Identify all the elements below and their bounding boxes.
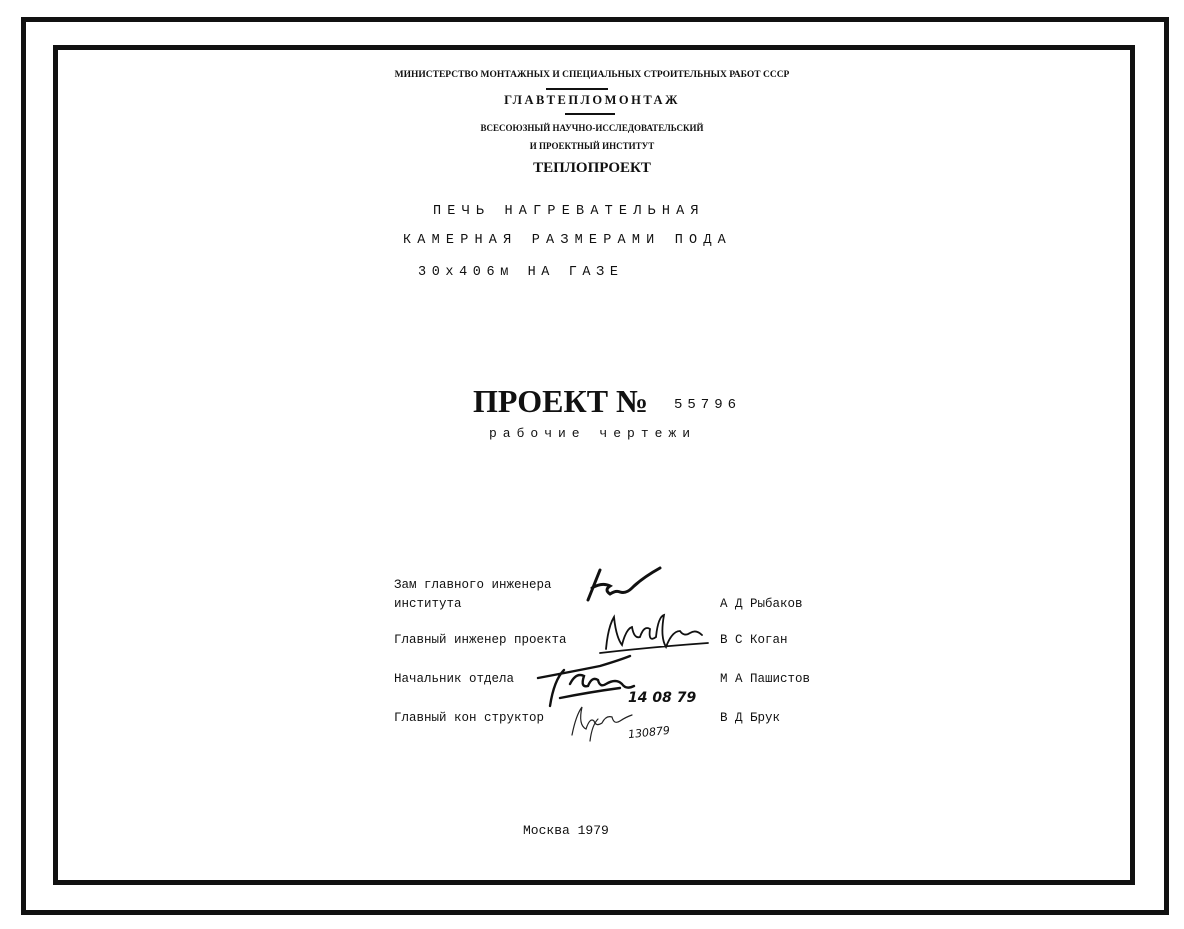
role-chief-project-engineer: Главный инженер проекта [394,633,567,647]
institute-line-2: И ПРОЕКТНЫЙ ИНСТИТУТ [529,141,655,151]
name-kogan: В С Коган [720,633,788,647]
name-bruk: В Д Брук [720,711,781,725]
ministry-name: МИНИСТЕРСТВО МОНТАЖНЫХ И СПЕЦИАЛЬНЫХ СТРОИТЕЛЬНЫХ РАБОТ СССР [394,70,790,80]
header-rule-top [546,88,608,90]
name-rybakov: А Д Рыбаков [720,597,803,611]
document-title-line-3: 30х406м НА ГАЗЕ [418,265,624,280]
project-number: 55796 [674,397,742,413]
date-pashistov: 14 08 79 [628,690,697,706]
project-subtitle: рабочие чертежи [489,426,697,441]
signature-rybakov [580,560,670,610]
glavk-name: ГЛАВТЕПЛОМОНТАЖ [504,93,680,107]
institute-name: ТЕПЛОПРОЕКТ [533,160,651,176]
name-pashistov: М А Пашистов [720,672,811,686]
role-deputy-chief-engineer: Зам главного инженера [394,578,552,592]
role-chief-designer: Главный кон структор [394,711,545,725]
city-year: Москва 1979 [523,823,609,838]
role-department-head: Начальник отдела [394,672,515,686]
document-title-line-1: ПЕЧЬ НАГРЕВАТЕЛЬНАЯ [433,204,705,219]
signature-bruk [562,695,642,750]
project-label: ПРОЕКТ № [473,383,649,419]
institute-line-1: ВСЕСОЮЗНЫЙ НАУЧНО-ИССЛЕДОВАТЕЛЬСКИЙ [480,123,704,133]
document-title-line-2: КАМЕРНАЯ РАЗМЕРАМИ ПОДА [403,233,732,248]
role-deputy-chief-engineer-line2: института [394,597,462,611]
header-rule-bottom [565,113,615,115]
date-bruk: 130879 [627,723,671,742]
